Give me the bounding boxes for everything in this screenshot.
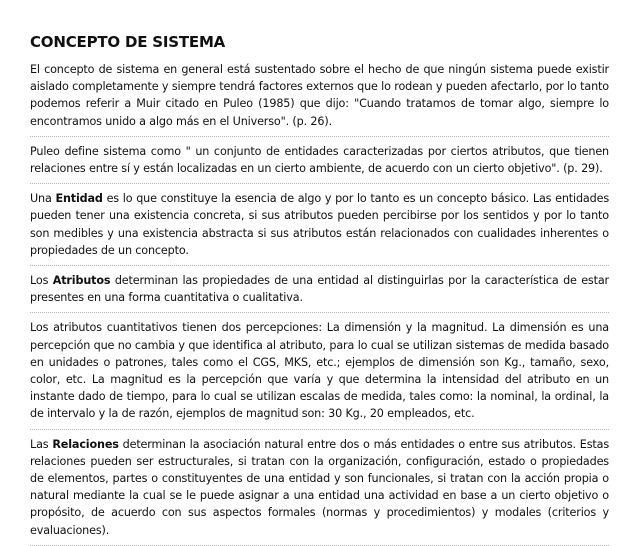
paragraph-entidad-lead: Una — [30, 192, 56, 206]
paragraph-relaciones-lead: Las — [30, 437, 53, 451]
page-title: CONCEPTO DE SISTEMA — [30, 33, 226, 51]
paragraph-relaciones — [30, 430, 609, 546]
term-atributos: Atributos — [52, 274, 111, 288]
paragraph-relaciones-body: determinan la asociación natural entre dos o más entidades o entre sus atributos. Estas relaciones pueden ser estructurales, si tratan con la organización, configuración, estado o propiedades de elementos, partes o constituyentes de una entidad y son funcionales, si tratan con la acción propia o natural mediante la cual se le puede asignar a una entidad una actividad en base a un cierto objetivo o propósito, de acuerdo con sus aspectos formales (normas y procedimientos) y modales (criterios y evaluaciones). — [30, 437, 610, 537]
term-relaciones: Relaciones — [52, 437, 119, 451]
paragraph-atributos-body: determinan las propiedades de una entidad al distinguirlas por la característica de estar presentes en una forma cuantitativa o cualitativa. — [30, 274, 609, 305]
document-page — [30, 33, 609, 546]
paragraph-entidad — [30, 184, 609, 266]
paragraph-puleo-definition: Puleo define sistema como " un conjunto de entidades caracterizadas por ciertos atributos, que tienen relaciones entre sí y están localizadas en un cierto ambiente, de acuerdo con un cierto objetivo". (p. 29). — [30, 137, 609, 184]
paragraph-atributos-cuantitativos: Los atributos cuantitativos tienen dos percepciones: La dimensión y la magnitud. La dimensión es una percepción que no cambia y que identifica al atributo, para lo cual se utilizan sistemas de medida basado en unidades o patrones, tales como el CGS, MKS, etc.; ejemplos de dimensión son Kg., tamaño, sexo, color, etc. La magnitud es la percepción que varía y que determina la intensidad del atributo en un instante dado de tiempo, para lo cual se utilizan escalas de medida, tales como: la nominal, la ordinal, la de intervalo y la de razón, ejemplos de magnitud son: 30 Kg., 20 empleados, etc. — [30, 313, 609, 429]
paragraph-intro: El concepto de sistema en general está sustentado sobre el hecho de que ningún sistema puede existir aislado completamente y siempre tendrá factores externos que lo rodean y pueden afectarlo, por lo tanto podemos referir a Muir citado en Puleo (1985) que dijo: "Cuando tratamos de tomar algo, siempre lo encontramos unido a algo más en el Universo". (p. 26). — [30, 61, 609, 137]
paragraph-entidad-body: es lo que constituye la esencia de algo y por lo tanto es un concepto básico. Las entidades pueden tener una existencia concreta, si sus atributos pueden percibirse por los sentidos y por lo tanto son medibles y una existencia abstracta si sus atributos están relacionados con cualidades inherentes o propiedades de un concepto. — [30, 192, 609, 257]
term-entidad: Entidad — [55, 192, 103, 206]
paragraph-atributos — [30, 266, 609, 313]
paragraph-atributos-lead: Los — [30, 274, 53, 288]
